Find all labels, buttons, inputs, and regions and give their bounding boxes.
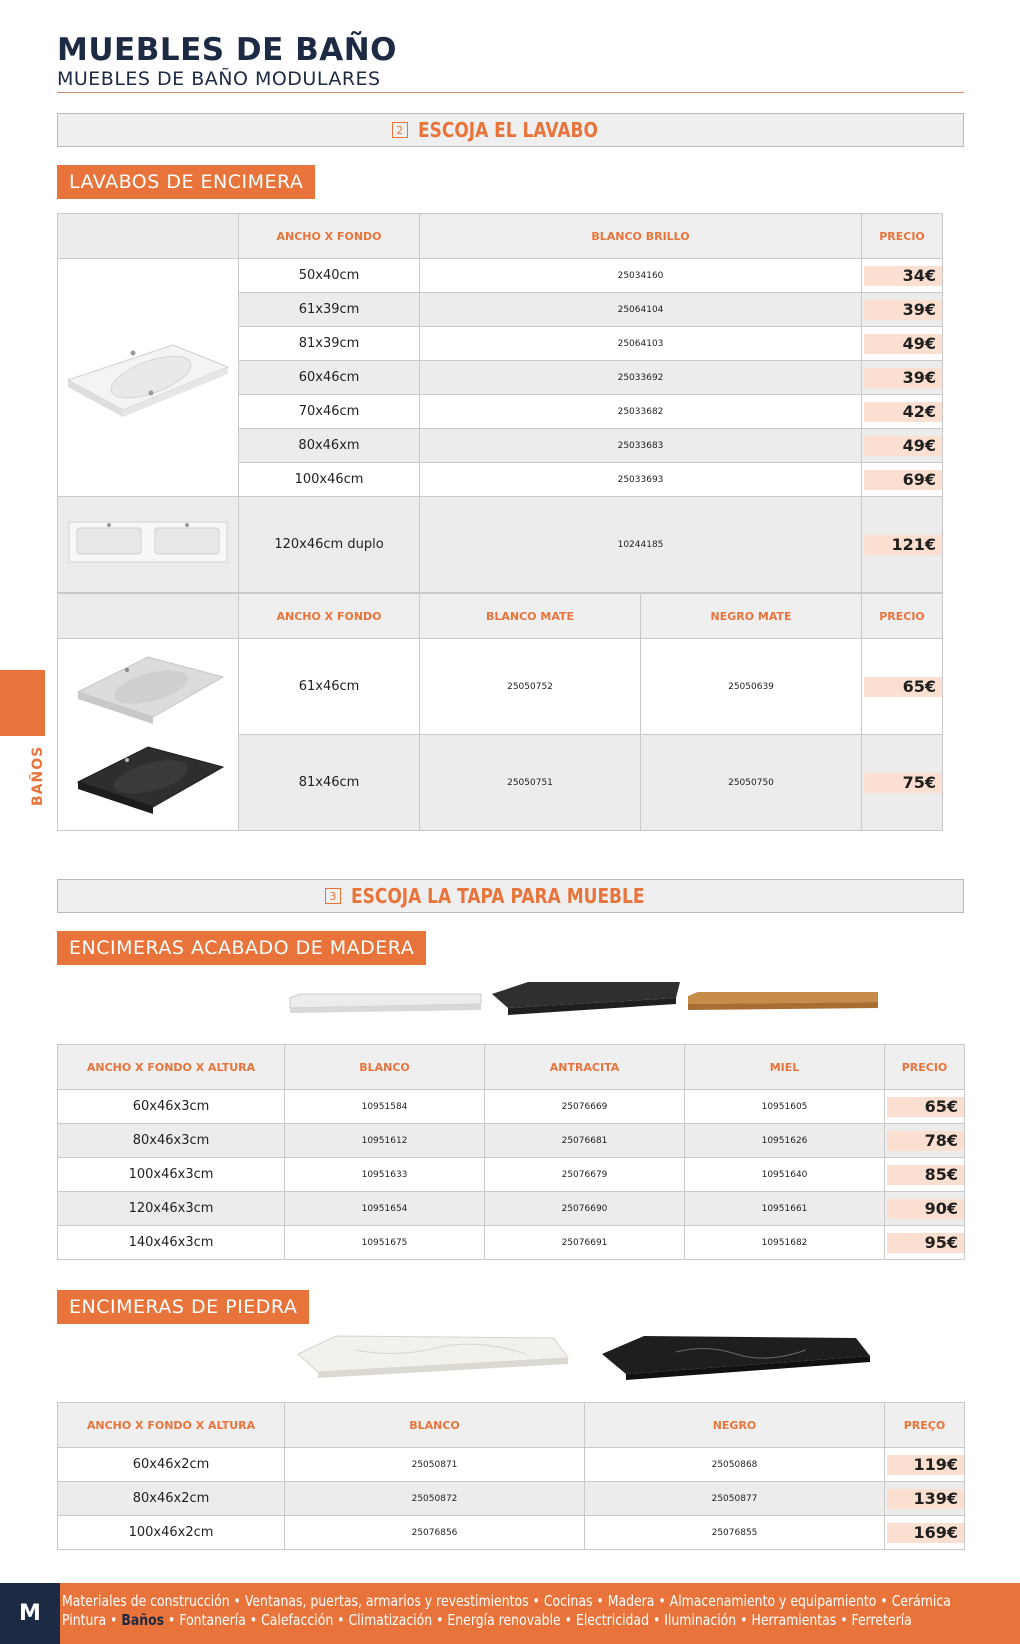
price-cell: 78€ [887, 1131, 964, 1151]
table-row [58, 1226, 965, 1260]
price-cell: 69€ [864, 470, 942, 490]
header-ancho-fondo-altura: ANCHO X FONDO X ALTURA [58, 1403, 285, 1448]
madera-table [57, 1044, 965, 1260]
code-cell: 25033693 [420, 463, 862, 497]
header-preco: PREÇO [885, 1403, 965, 1448]
header-precio: PRECIO [862, 214, 943, 259]
size-cell: 80x46x3cm [58, 1124, 285, 1158]
lavabos-brillo-table [57, 213, 943, 593]
code-cell: 10951661 [685, 1192, 885, 1226]
size-cell: 100x46x3cm [58, 1158, 285, 1192]
code-cell: 25076855 [585, 1516, 885, 1550]
code-cell: 25050871 [285, 1448, 585, 1482]
sink-image-cell [58, 259, 239, 497]
code-cell: 25076690 [485, 1192, 685, 1226]
code-cell: 10951626 [685, 1124, 885, 1158]
size-cell: 61x39cm [239, 293, 420, 327]
header-blanco: BLANCO [285, 1403, 585, 1448]
code-cell: 25076669 [485, 1090, 685, 1124]
table-row [58, 1192, 965, 1226]
code-cell: 25050751 [420, 735, 641, 831]
wood-countertops-image [288, 980, 882, 1030]
code-cell: 10951675 [285, 1226, 485, 1260]
size-cell: 100x46cm [239, 463, 420, 497]
header-precio: PRECIO [885, 1045, 965, 1090]
price-cell: 39€ [864, 368, 942, 388]
size-cell: 140x46x3cm [58, 1226, 285, 1260]
header-negro: NEGRO [585, 1403, 885, 1448]
table-row [58, 639, 943, 735]
size-cell: 50x40cm [239, 259, 420, 293]
price-cell: 65€ [864, 677, 942, 697]
header-antracita: ANTRACITA [485, 1045, 685, 1090]
step-3-number: 3 [325, 888, 341, 904]
header-empty [58, 214, 239, 259]
header-negro-mate: NEGRO MATE [641, 594, 862, 639]
code-cell: 10951640 [685, 1158, 885, 1192]
price-cell: 65€ [887, 1097, 964, 1117]
table-row [58, 497, 943, 593]
code-cell: 10951633 [285, 1158, 485, 1192]
matte-sinks-image [63, 642, 233, 822]
matte-sinks-image-cell [58, 639, 239, 831]
size-cell: 70x46cm [239, 395, 420, 429]
header-divider [57, 92, 964, 93]
header-ancho: ANCHO X FONDO [239, 594, 420, 639]
code-cell: 25076856 [285, 1516, 585, 1550]
header-ancho-fondo-altura: ANCHO X FONDO X ALTURA [58, 1045, 285, 1090]
footer-categories-post[interactable]: • Fontanería • Calefacción • Climatización • Energía renovable • Electricidad • Iluminación • Herramientas • Ferretería [164, 1611, 912, 1629]
price-cell: 90€ [887, 1199, 964, 1219]
footer-current-category[interactable]: Baños [121, 1611, 165, 1629]
brand-logo: M [0, 1583, 60, 1644]
section-piedra-tag: ENCIMERAS DE PIEDRA [57, 1290, 309, 1324]
code-cell: 25064103 [420, 327, 862, 361]
code-cell: 25033683 [420, 429, 862, 463]
section-lavabos-tag: LAVABOS DE ENCIMERA [57, 165, 315, 199]
code-cell: 25033692 [420, 361, 862, 395]
price-cell: 121€ [864, 535, 942, 555]
code-cell: 25050750 [641, 735, 862, 831]
section-madera-tag: ENCIMERAS ACABADO DE MADERA [57, 931, 426, 965]
price-cell: 95€ [887, 1233, 964, 1253]
price-cell: 42€ [864, 402, 942, 422]
page-title: MUEBLES DE BAÑO [57, 32, 397, 68]
side-section-tab [0, 670, 45, 736]
header-miel: MIEL [685, 1045, 885, 1090]
code-cell: 25050752 [420, 639, 641, 735]
price-cell: 139€ [887, 1489, 964, 1509]
footer-categories-pre[interactable]: Pintura • [62, 1611, 122, 1629]
size-cell: 80x46xm [239, 429, 420, 463]
size-cell: 81x39cm [239, 327, 420, 361]
table-row [58, 1158, 965, 1192]
step-2-title: ESCOJA EL LAVABO [417, 118, 598, 142]
header-empty [58, 594, 239, 639]
code-cell: 25076679 [485, 1158, 685, 1192]
piedra-table [57, 1402, 965, 1550]
price-cell: 49€ [864, 334, 942, 354]
code-cell: 25076691 [485, 1226, 685, 1260]
size-cell: 60x46x3cm [58, 1090, 285, 1124]
price-cell: 39€ [864, 300, 942, 320]
header-blanco-brillo: BLANCO BRILLO [420, 214, 862, 259]
code-cell: 10951584 [285, 1090, 485, 1124]
code-cell: 10951654 [285, 1192, 485, 1226]
code-cell: 25050877 [585, 1482, 885, 1516]
step-3-title: ESCOJA LA TAPA PARA MUEBLE [350, 884, 645, 908]
step-2-banner [57, 113, 964, 147]
size-cell: 100x46x2cm [58, 1516, 285, 1550]
stone-countertops-image [296, 1332, 872, 1388]
code-cell: 25064104 [420, 293, 862, 327]
code-cell: 10951612 [285, 1124, 485, 1158]
footer-categories-line-2[interactable] [62, 1611, 912, 1629]
table-row [58, 1090, 965, 1124]
table-row [58, 1516, 965, 1550]
page-subtitle: MUEBLES DE BAÑO MODULARES [57, 68, 381, 90]
code-cell: 25076681 [485, 1124, 685, 1158]
code-cell: 25050868 [585, 1448, 885, 1482]
size-cell: 60x46x2cm [58, 1448, 285, 1482]
step-3-banner [57, 879, 964, 913]
price-cell: 34€ [864, 266, 942, 286]
table-row [58, 1448, 965, 1482]
size-cell: 120x46cm duplo [239, 497, 420, 593]
white-sink-image [63, 325, 233, 425]
code-cell: 25034160 [420, 259, 862, 293]
header-blanco: BLANCO [285, 1045, 485, 1090]
size-cell: 80x46x2cm [58, 1482, 285, 1516]
lavabos-mate-table [57, 593, 943, 831]
code-cell: 10244185 [420, 497, 862, 593]
size-cell: 61x46cm [239, 639, 420, 735]
header-blanco-mate: BLANCO MATE [420, 594, 641, 639]
code-cell: 25033682 [420, 395, 862, 429]
price-cell: 75€ [864, 773, 942, 793]
size-cell: 81x46cm [239, 735, 420, 831]
code-cell: 25050872 [285, 1482, 585, 1516]
side-section-label: BAÑOS [30, 745, 46, 806]
price-cell: 49€ [864, 436, 942, 456]
code-cell: 25050639 [641, 639, 862, 735]
price-cell: 169€ [887, 1523, 964, 1543]
table-row [58, 1124, 965, 1158]
header-ancho: ANCHO X FONDO [239, 214, 420, 259]
table-row [58, 1482, 965, 1516]
price-cell: 85€ [887, 1165, 964, 1185]
double-sink-image-cell [58, 497, 239, 593]
price-cell: 119€ [887, 1455, 964, 1475]
step-2-number: 2 [392, 122, 408, 138]
footer-categories-line-1[interactable]: Materiales de construcción • Ventanas, puertas, armarios y revestimientos • Cocinas • Madera • Almacenamiento y equipamiento • Cerámica [62, 1592, 951, 1610]
table-row [58, 259, 943, 293]
header-precio: PRECIO [862, 594, 943, 639]
double-sink-image [63, 512, 233, 572]
size-cell: 120x46x3cm [58, 1192, 285, 1226]
code-cell: 10951605 [685, 1090, 885, 1124]
size-cell: 60x46cm [239, 361, 420, 395]
code-cell: 10951682 [685, 1226, 885, 1260]
